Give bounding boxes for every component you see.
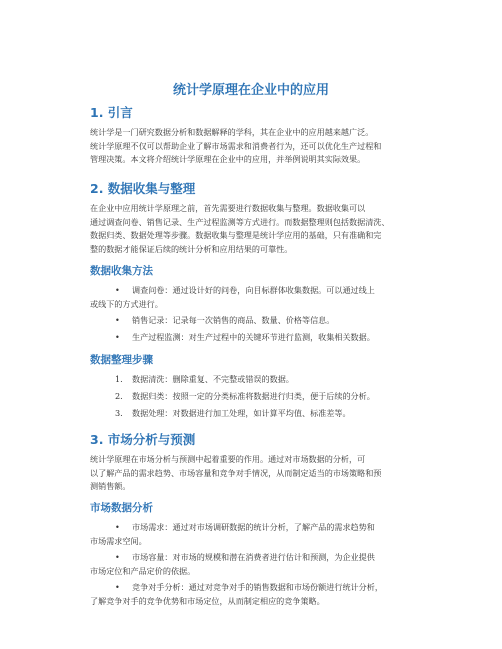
list-item [90,581,435,608]
item-number: 2. [115,391,123,401]
intro-line-3: 管理决策。本文将介绍统计学原理在企业中的应用，并举例说明其实际效果。 [90,154,366,164]
list-item [90,284,435,311]
item-number: 1. [115,374,123,384]
data-line-3: 数据归类、数据处理等步骤。数据收集与整理是统计学应用的基础，只有准确和完 [90,230,382,240]
bullet-marker: • [115,522,120,532]
data-paragraph [90,202,430,256]
section-heading-data: 2. 数据收集与整理 [90,181,196,196]
market-line-2: 以了解产品的需求趋势、市场容量和竞争对手情况，从而制定适当的市场策略和预 [90,467,382,478]
bullet-marker: • [115,552,120,562]
intro-line-2: 统计学原理不仅可以帮助企业了解市场需求和消费者行为，还可以优化生产过程和 [90,140,382,151]
list-item-text: 销售记录：记录每一次销售的商品、数量、价格等信息。 [132,315,335,325]
section-heading-market: 3. 市场分析与预测 [90,432,196,447]
list-item-text-continued: 或线下的方式进行。 [90,298,163,309]
list-item-text-continued: 市场需求空间。 [90,535,147,546]
market-line-1: 统计学原理在市场分析与预测中起着重要的作用。通过对市场数据的分析，可 [90,454,366,464]
bullet-marker: • [115,285,120,295]
list-item-text: 市场容量：对市场的规模和潜在消费者进行估计和预测，为企业提供 [132,552,375,562]
document-title: 统计学原理在企业中的应用 [172,83,329,98]
list-item-text-continued: 市场定位和产品定价的依据。 [90,565,196,576]
list-item-text: 市场需求：通过对市场调研数据的统计分析，了解产品的需求趋势和 [132,522,375,532]
subheading-collection-methods: 数据收集方法 [90,265,153,277]
numbered-item [90,373,435,387]
list-item [90,551,435,578]
numbered-item-text: 数据清洗：删除重复、不完整或错误的数据。 [132,374,294,384]
numbered-item-text: 数据归类：按照一定的分类标准将数据进行归类，便于后续的分析。 [132,391,375,401]
numbered-item-text: 数据处理：对数据进行加工处理，如计算平均值、标准差等。 [132,408,351,418]
list-item-text: 调查问卷：通过设计好的问卷，向目标群体收集数据。可以通过线上 [132,285,375,295]
market-paragraph [90,453,430,494]
intro-line-1: 统计学是一门研究数据分析和数据解释的学科，其在企业中的应用越来越广泛。 [90,127,374,137]
numbered-item [90,390,435,404]
bullet-marker: • [115,582,120,592]
subheading-cleanup-steps: 数据整理步骤 [90,354,153,366]
numbered-item [90,407,435,421]
intro-paragraph [90,126,430,167]
subheading-market-analysis: 市场数据分析 [90,502,153,514]
market-line-3: 测销售额。 [90,481,131,491]
section-heading-intro: 1. 引言 [90,105,133,120]
list-item [90,314,435,328]
item-number: 3. [115,408,123,418]
data-line-1: 在企业中应用统计学原理之前，首先需要进行数据收集与整理。数据收集可以 [90,203,366,213]
list-item [90,331,435,345]
bullet-marker: • [115,315,120,325]
list-item [90,521,435,548]
list-item-text: 竞争对手分析：通过对竞争对手的销售数据和市场份额进行统计分析， [132,582,383,592]
list-item-text-continued: 了解竞争对手的竞争优势和市场定位，从而制定相应的竞争策略。 [90,595,325,606]
bullet-marker: • [115,332,120,342]
data-line-2: 通过调查问卷、销售记录、生产过程监测等方式进行。而数据整理则包括数据清洗、 [90,216,390,227]
list-item-text: 生产过程监测：对生产过程中的关键环节进行监测，收集相关数据。 [132,332,375,342]
data-line-4: 整的数据才能保证后续的统计分析和应用结果的可靠性。 [90,243,293,254]
